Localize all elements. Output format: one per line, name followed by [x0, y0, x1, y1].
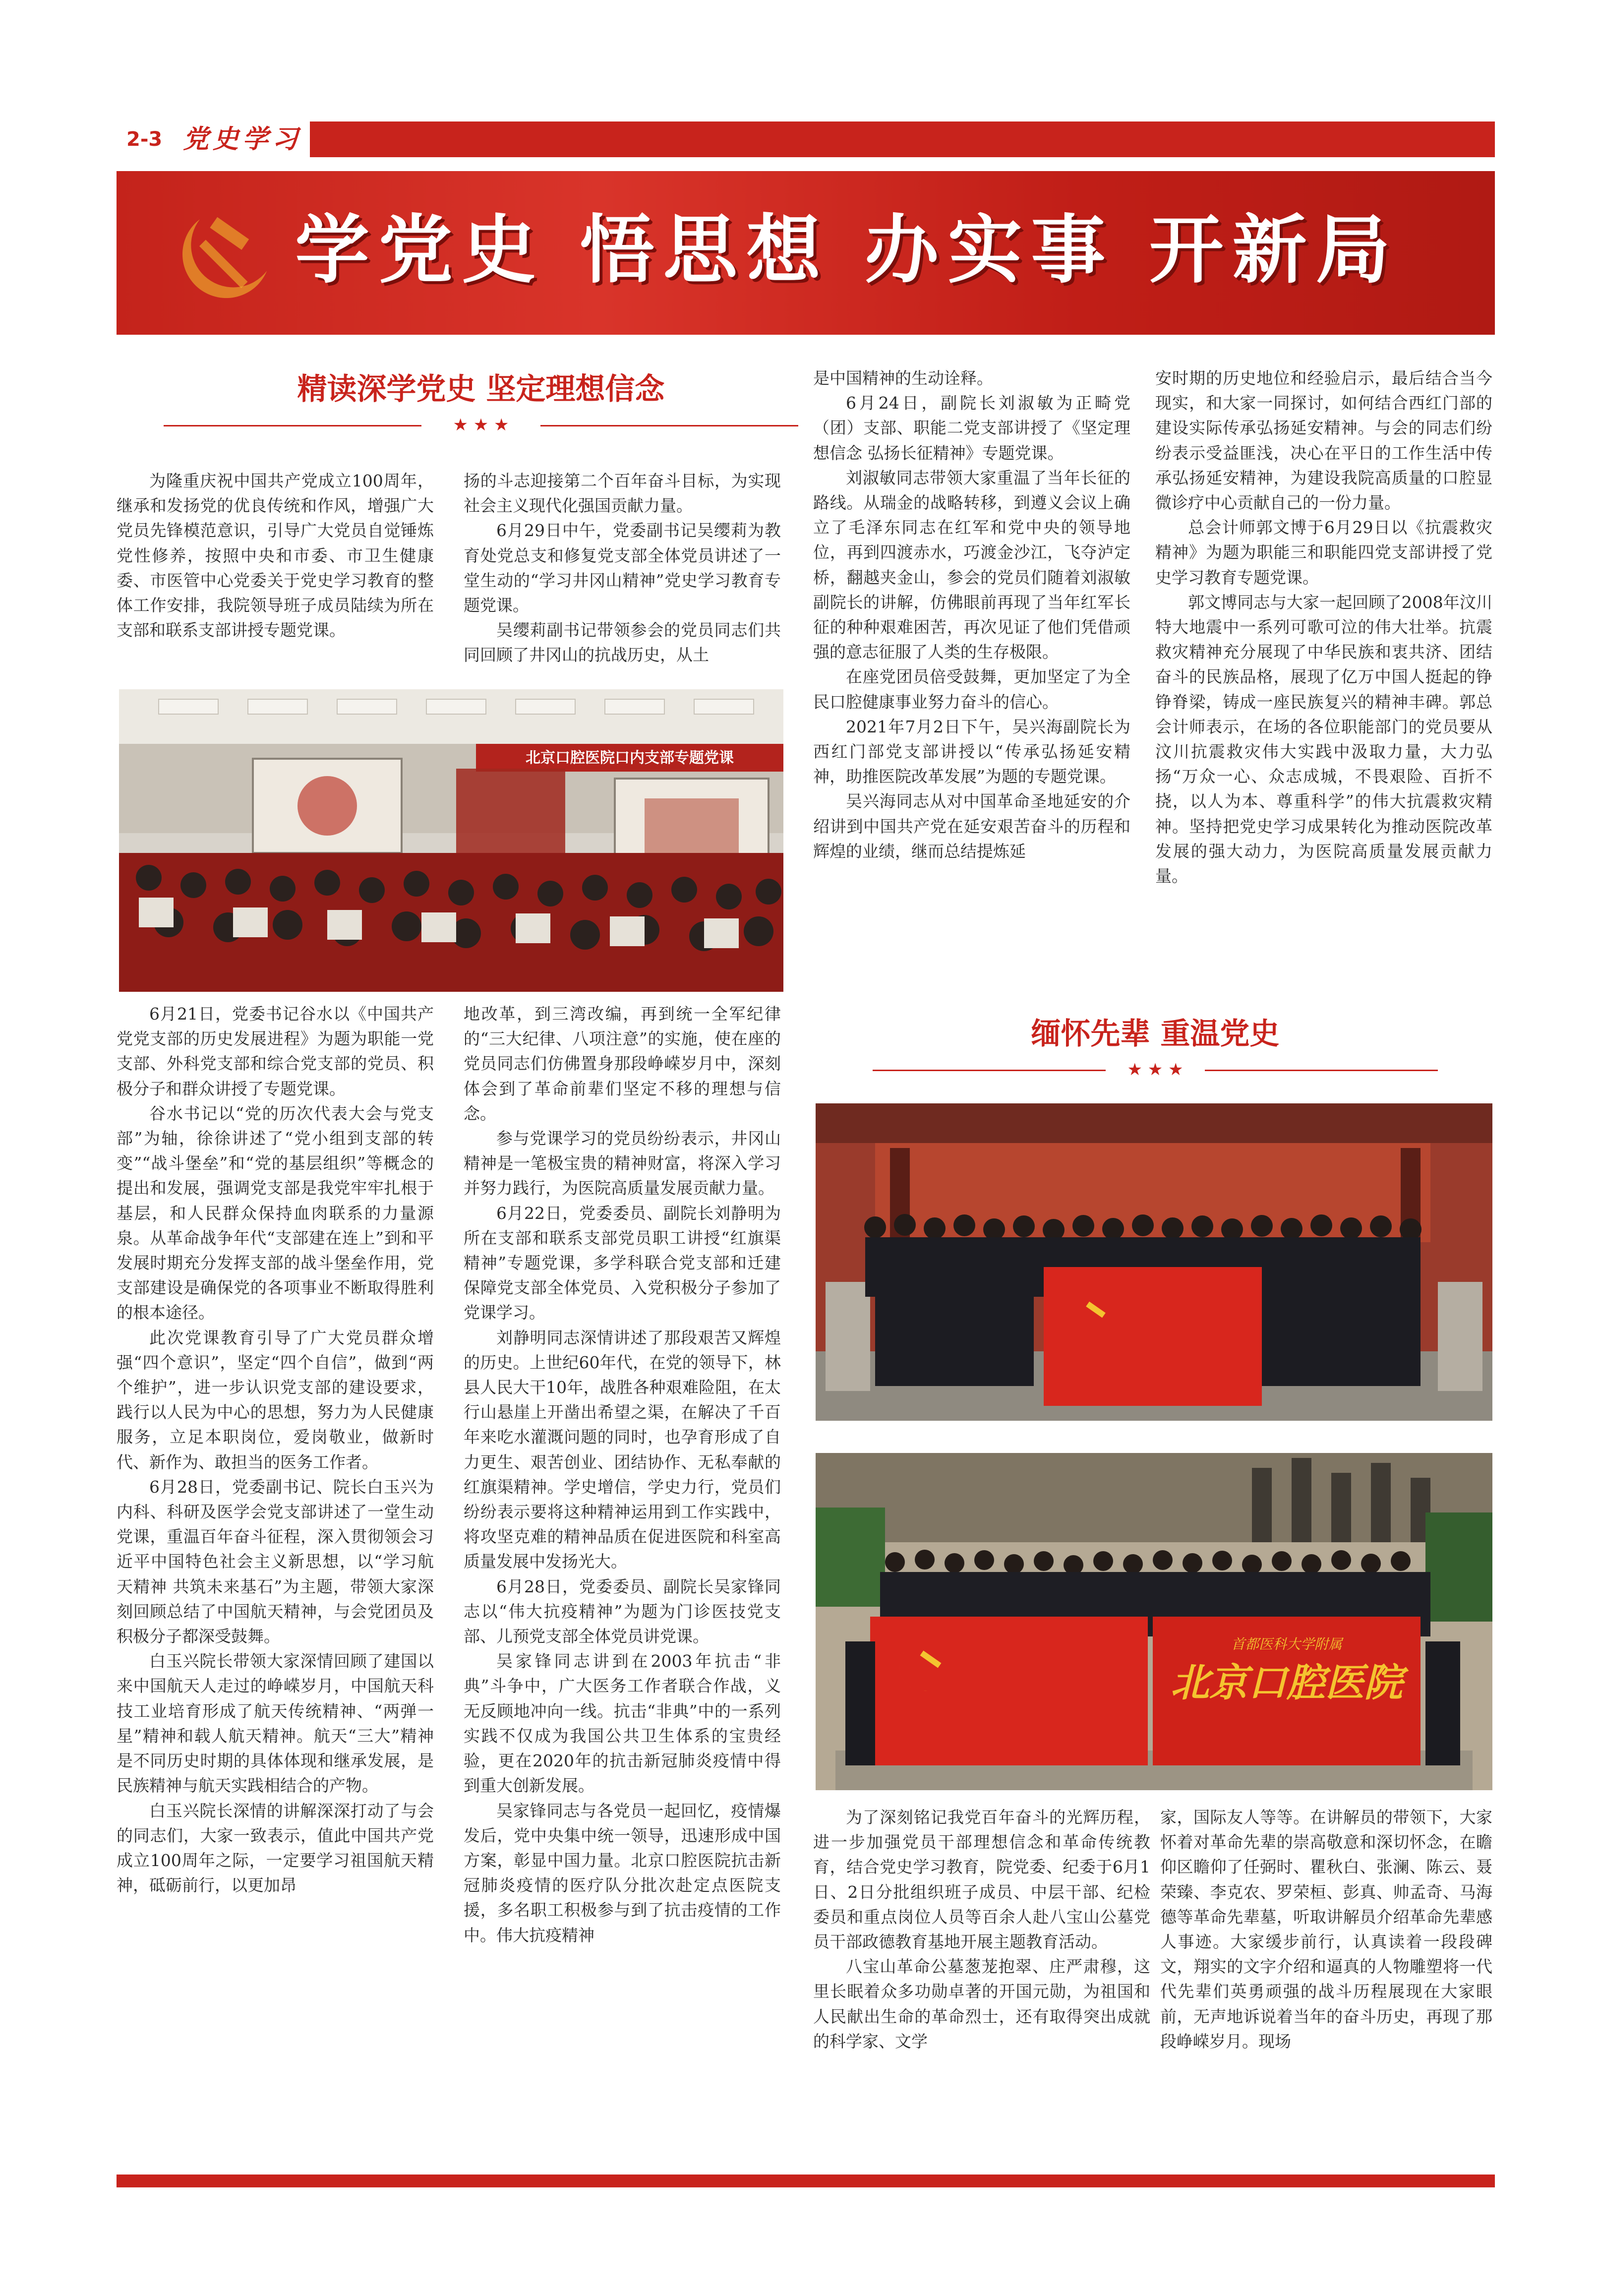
- star-ornament-icon: ★ ★ ★: [1127, 1060, 1184, 1080]
- title-banner: [117, 171, 1495, 335]
- paragraph: 6月22日，党委委员、副院长刘静明为所在支部和联系支部党员职工讲授“红旗渠精神”专题党课，多学科联合党支部和迁建保障党支部全体党员、入党积极分子参加了党课学习。: [464, 1203, 781, 1323]
- article-text-col2-bottom: [464, 1002, 781, 2157]
- page-number: 2-3: [117, 121, 176, 157]
- photo-party-lecture: [119, 689, 783, 992]
- article-text-col3-top: [813, 366, 1130, 996]
- paragraph: 白玉兴院长深情的讲解深深打动了与会的同志们，大家一致表示，值此中国共产党成立100周年之际，一定要学习祖国航天精神，砥砺前行，以更加昂: [117, 1801, 434, 1895]
- paragraph: 是中国精神的生动诠释。: [813, 368, 993, 388]
- paragraph: 为隆重庆祝中国共产党成立100周年，继承和发扬党的优良传统和作风，增强广大党员先锋模范意识，引导广大党员自觉锤炼党性修养，按照中央和市委、市卫生健康委、市医管中心党委关于党史学习教育的整体工作安排，我院领导班子成员陆续为所在支部和联系支部讲授专题党课。: [117, 471, 434, 640]
- paragraph: 此次党课教育引导了广大党员群众增强“四个意识”，坚定“四个自信”，做到“两个维护”，进一步认识党支部的建设要求，践行以人民为中心的思想，努力为人民健康服务，立足本职岗位，爱岗敬业，做新时代、新作为、敢担当的医务工作者。: [117, 1328, 434, 1472]
- group-photo-image: [816, 1103, 1492, 1421]
- paragraph: 家，国际友人等等。在讲解员的带领下，大家怀着对革命先辈的崇高敬意和深切怀念，在瞻仰区瞻仰了任弼时、瞿秋白、张澜、陈云、聂荣臻、李克农、罗荣桓、彭真、帅孟奇、马海德等革命先辈墓，听取讲解员介绍革命先辈感人事迹。大家缓步前行，认真读着一段段碑文，翔实的文字介绍和逼真的人物雕塑将一代代先辈们英勇顽强的战斗历程展现在大家眼前，无声地诉说着当年的奋斗历史，再现了那段峥嵘岁月。现场: [1160, 1808, 1492, 2051]
- paragraph: 6月21日，党委书记谷水以《中国共产党党支部的历史发展进程》为题为职能一党支部、外科党支部和综合党支部的党员、积极分子和群众讲授了专题党课。: [117, 1004, 434, 1098]
- section-title-2: 缅怀先辈 重温党史: [1031, 1017, 1280, 1051]
- paragraph: 谷水书记以“党的历次代表大会与党支部”为轴，徐徐讲述了“党小组到支部的转变”“战斗堡垒”和“党的基层组织”等概念的提出和发展，强调党支部是我党牢牢扎根于基层，和人民群众保持血肉联系的力量源泉。从革命战争年代“支部建在连上”到和平发展时期充分发挥支部的战斗堡垒作用，党支部建设是确保党的各项事业不断取得胜利的根本途径。: [117, 1103, 434, 1323]
- paragraph: 6月29日中午，党委副书记吴缨莉为教育处党总支和修复党支部全体党员讲述了一堂生动的“学习井冈山精神”党史学习教育专题党课。: [464, 521, 781, 615]
- memorial-group-image: [816, 1453, 1492, 1790]
- paragraph: 刘静明同志深情讲述了那段艰苦又辉煌的历史。上世纪60年代，在党的领导下，林县人民大干10年，战胜各种艰难险阻，在太行山悬崖上开凿出希望之渠，在解决了千百年来吃水灌溉问题的同时，也孕育形成了自力更生、艰苦创业、团结协作、无私奉献的红旗渠精神。学史增信，学史力行，党员们纷纷表示要将这种精神运用到工作实践中，将攻坚克难的精神品质在促进医院和科室高质量发展中发扬光大。: [464, 1328, 781, 1571]
- paragraph: 地改革，到三湾改编，再到统一全军纪律的“三大纪律、八项注意”的实施，使在座的党员同志们仿佛置身那段峥嵘岁月中，深刻体会到了革命前辈们坚定不移的理想与信念。: [464, 1004, 781, 1123]
- header-bar: [117, 121, 1495, 157]
- paragraph: 扬的斗志迎接第二个百年奋斗目标，为实现社会主义现代化强国贡献力量。: [464, 471, 781, 516]
- section-name: 党史学习: [176, 121, 310, 157]
- section-divider-2: [873, 1060, 1438, 1080]
- article-text-col1-top: [117, 469, 434, 677]
- article-text-col1-bottom: [117, 1002, 434, 2157]
- paragraph: 2021年7月2日下午，吴兴海副院长为西红门部党支部讲授以“传承弘扬延安精神，助推医院改革发展”为题的专题党课。: [813, 717, 1130, 786]
- lecture-banner-text: 北京口腔医院口内支部专题党课: [526, 749, 734, 767]
- paragraph: 在座党团员倍受鼓舞，更加坚定了为全民口腔健康事业努力奋斗的信心。: [813, 667, 1130, 712]
- banner-title: 学党史 悟思想 办实事 开新局: [295, 207, 1399, 294]
- photo-group-flag: [816, 1103, 1492, 1421]
- section-title-1: 精读深学党史 坚定理想信念: [297, 372, 665, 407]
- photo-babaoshan-visit: [816, 1453, 1492, 1790]
- paragraph: 吴缨莉副书记带领参会的党员同志们共同回顾了井冈山的抗战历史，从土: [464, 620, 781, 665]
- paragraph: 总会计师郭文博于6月29日以《抗震救灾精神》为题为职能三和职能四党支部讲授了党史学习教育专题党课。: [1155, 518, 1492, 587]
- paragraph: 白玉兴院长带领大家深情回顾了建国以来中国航天人走过的峥嵘岁月，中国航天科技工业培育形成了航天传统精神、“两弹一星”精神和载人航天精神。航天“三大”精神是不同历史时期的具体体现和继承发展，是民族精神与航天实践相结合的产物。: [117, 1651, 434, 1796]
- paragraph: 吴家锋同志讲到在2003年抗击“非典”斗争中，广大医务工作者联合作战，义无反顾地冲向一线。抗击“非典”中的一系列实践不仅成为我国公共卫生体系的宝贵经验，更在2020年的抗击新冠肺炎疫情中得到重大创新发展。: [464, 1651, 781, 1796]
- paragraph: 为了深刻铭记我党百年奋斗的光辉历程，进一步加强党员干部理想信念和革命传统教育，结合党史学习教育，院党委、纪委于6月1日、2日分批组织班子成员、中层干部、纪检委员和重点岗位人员等百余人赴八宝山公墓党员干部政德教育基地开展主题教育活动。: [813, 1808, 1150, 1952]
- paragraph: 6月28日，党委委员、副院长吴家锋同志以“伟大抗疫精神”为题为门诊医技党支部、儿预党支部全体党员讲党课。: [464, 1576, 781, 1646]
- section-divider-1: [164, 416, 798, 435]
- article-text-col4-top: [1155, 366, 1492, 996]
- paragraph: 郭文博同志与大家一起回顾了2008年汶川特大地震中一系列可歌可泣的伟大壮举。抗震救灾精神充分展现了中华民族和衷共济、团结奋斗的民族品格，展现了亿万中国人挺起的铮铮脊梁，铸成一座民族复兴的精神丰碑。郭总会计师表示，在场的各位职能部门的党员要从汶川抗震救灾伟大实践中汲取力量，大力弘扬“万众一心、众志成城，不畏艰险、百折不挠，以人为本、尊重科学”的伟大抗震救灾精神。坚持把党史学习成果转化为推动医院改革发展的强大动力，为医院高质量发展贡献力量。: [1155, 592, 1492, 886]
- flag-name-text: 北京口腔医院: [1170, 1660, 1403, 1705]
- paragraph: 6月24日，副院长刘淑敏为正畸党（团）支部、职能二党支部讲授了《坚定理想信念 弘扬长征精神》专题党课。: [813, 393, 1130, 463]
- paragraph: 吴兴海同志从对中国革命圣地延安的介绍讲到中国共产党在延安艰苦奋斗的历程和辉煌的业绩，继而总结提炼延: [813, 791, 1130, 861]
- paragraph: 吴家锋同志与各党员一起回忆，疫情爆发后，党中央集中统一领导，迅速形成中国方案，彰显中国力量。北京口腔医院抗击新冠肺炎疫情的医疗队分批次赴定点医院支援，多名职工积极参与到了抗击疫情的工作中。伟大抗疫精神: [464, 1801, 781, 1945]
- party-emblem-icon: [161, 191, 290, 320]
- paragraph: 6月28日，党委副书记、院长白玉兴为内科、科研及医学会党支部讲述了一堂生动党课，重温百年奋斗征程，深入贯彻领会习近平中国特色社会主义新思想，以“学习航天精神 共筑未来基石”为主题，带领大家深刻回顾总结了中国航天精神，与会党团员及积极分子都深受鼓舞。: [117, 1477, 434, 1646]
- paragraph: 八宝山革命公墓葱茏抱翠、庄严肃穆，这里长眠着众多功勋卓著的开国元勋，为祖国和人民献出生命的革命烈士，还有取得突出成就的科学家、文学: [813, 1957, 1150, 2051]
- flag-org-text: 首都医科大学附属: [1231, 1636, 1343, 1652]
- article-text-col4-bottom: [1160, 1805, 1492, 2162]
- paragraph: 刘淑敏同志带领大家重温了当年长征的路线。从瑞金的战略转移，到遵义会议上确立了毛泽东同志在红军和党中央的领导地位，再到四渡赤水，巧渡金沙江，飞夺泸定桥，翻越夹金山，参会的党员们随着刘淑敏副院长的讲解，仿佛眼前再现了当年红军长征的种种艰难困苦，再次见证了他们凭借顽强的意志征服了人类的生存极限。: [813, 468, 1130, 662]
- article-text-col2-top: [464, 469, 781, 677]
- paragraph: 安时期的历史地位和经验启示，最后结合当今现实，和大家一同探讨，如何结合西红门部的建设实际传承弘扬延安精神。与会的同志们纷纷表示受益匪浅，决心在平日的工作生活中传承弘扬延安精神，为建设我院高质量的口腔显微诊疗中心贡献自己的一份力量。: [1155, 368, 1492, 513]
- lecture-hall-image: [119, 689, 783, 992]
- star-ornament-icon: ★ ★ ★: [453, 415, 509, 435]
- paragraph: 参与党课学习的党员纷纷表示，井冈山精神是一笔极宝贵的精神财富，将深入学习并努力践行，为医院高质量发展贡献力量。: [464, 1129, 781, 1198]
- article-text-col3-bottom: [813, 1805, 1150, 2162]
- footer-bar: [117, 2175, 1495, 2187]
